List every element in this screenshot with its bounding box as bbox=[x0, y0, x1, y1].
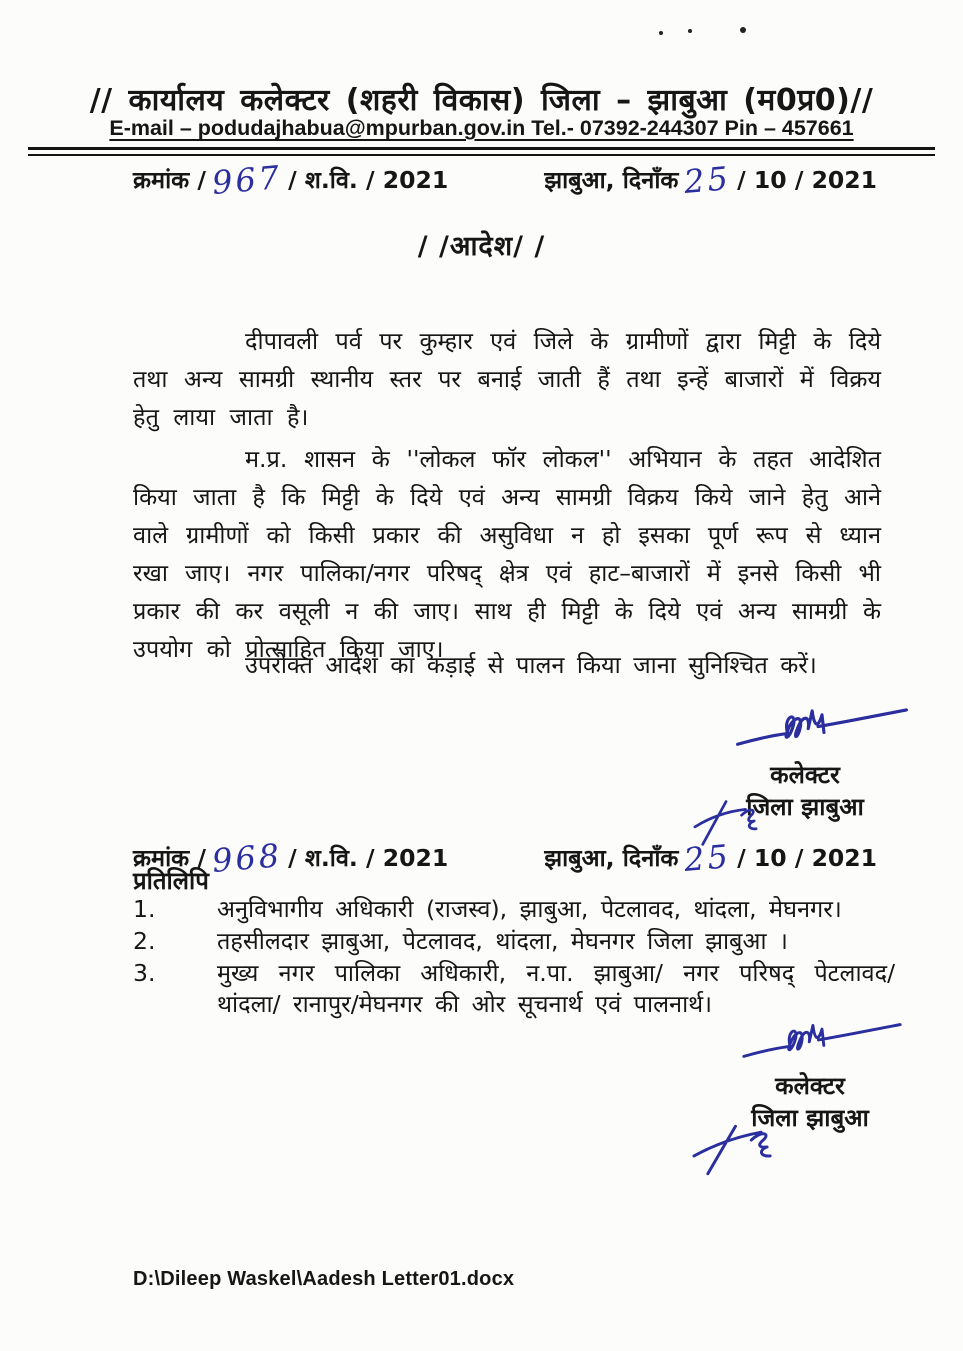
signature-block-2 bbox=[700, 1020, 920, 1134]
ref-number-prefix: क्रमांक / bbox=[133, 844, 206, 872]
office-contact-line: E-mail – podudajhabua@mpurban.gov.in Tel.- 07392-244307 Pin – 457661 bbox=[109, 116, 854, 140]
scan-speck bbox=[688, 29, 692, 33]
signatory-designation: कलेक्टर bbox=[770, 761, 840, 789]
copy-to-list bbox=[133, 894, 895, 1021]
ref-date-suffix: / 10 / 2021 bbox=[737, 166, 877, 194]
body-paragraph-2: म.प्र. शासन के ''लोकल फॉर लोकल'' अभियान के तहत आदेशित किया जाता है कि मिट्टी के दिये एवं अन्य सामग्री विक्रय किये जाने हेतु आने वाले ग्रामीणों को किसी प्रकार की असुविधा न हो इसका पूर्ण रूप से ध्यान रखा जाए। नगर पालिका/नगर परिषद् क्षेत्र एवं हाट–बाजारों में इनसे किसी भी प्रकार की कर वसूली न की जाए। साथ ही मिट्टी के दिये एवं अन्य सामग्री के उपयोग को प्रोत्साहित किया जाए। bbox=[133, 445, 881, 663]
office-letterhead-title: // कार्यालय कलेक्टर (शहरी विकास) जिला – झाबुआ (म0प्र0)// bbox=[89, 83, 874, 118]
reference-row-bottom bbox=[133, 836, 877, 880]
list-item-text: अनुविभागीय अधिकारी (राजस्व), झाबुआ, पेटलावद, थांदला, मेघनगर। bbox=[217, 895, 842, 923]
ref-number-prefix: क्रमांक / bbox=[133, 166, 206, 194]
ref-place-date-prefix: झाबुआ, दिनाँक bbox=[544, 166, 679, 194]
reference-row-top bbox=[133, 158, 877, 202]
document-file-path: D:\Dileep Waskel\Aadesh Letter01.docx bbox=[133, 1268, 515, 1290]
ref-date-handwritten: 25 bbox=[682, 159, 733, 201]
signature-block-1 bbox=[695, 705, 915, 823]
order-title: / /आदेश/ / bbox=[417, 231, 546, 262]
closing-instruction: उपरोक्त आदेश का कड़ाई से पालन किया जाना सुनिश्चित करें। bbox=[245, 651, 817, 679]
ref-date-handwritten: 25 bbox=[682, 837, 733, 879]
body-paragraph-1: दीपावली पर्व पर कुम्हार एवं जिले के ग्रामीणों द्वारा मिट्टी के दिये तथा अन्य सामग्री स्थानीय स्तर पर बनाई जाती हैं तथा इन्हें बाजारों में विक्रय हेतु लाया जाता है। bbox=[133, 327, 881, 431]
list-item bbox=[133, 926, 895, 957]
collector-signature-icon bbox=[738, 1020, 906, 1070]
list-item-text: तहसीलदार झाबुआ, पेटलावद, थांदला, मेघनगर जिला झाबुआ । bbox=[217, 927, 788, 955]
copy-to-heading: प्रतिलिपि bbox=[133, 867, 209, 895]
ref-number-suffix: / श.वि. / 2021 bbox=[288, 166, 449, 194]
list-item-number: 1. bbox=[133, 895, 156, 923]
ref-date-suffix: / 10 / 2021 bbox=[737, 844, 877, 872]
list-item bbox=[133, 958, 895, 1020]
ref-number-suffix: / श.वि. / 2021 bbox=[288, 844, 449, 872]
ref-date-bottom bbox=[544, 836, 877, 879]
ref-number-handwritten: 967 bbox=[210, 158, 284, 202]
scan-speck bbox=[740, 27, 746, 33]
signatory-designation: कलेक्टर bbox=[775, 1072, 845, 1100]
letterhead-divider bbox=[28, 147, 935, 156]
signatory-district: जिला झाबुआ bbox=[751, 1104, 869, 1132]
ref-number-handwritten: 968 bbox=[210, 836, 284, 880]
list-item-text: मुख्य नगर पालिका अधिकारी, न.पा. झाबुआ/ नगर परिषद् पेटलावद/ थांदला/ रानापुर/मेघनगर की ओर सूचनार्थ एवं पालनार्थ। bbox=[217, 959, 895, 1018]
list-item-number: 2. bbox=[133, 927, 156, 955]
ref-place-date-prefix: झाबुआ, दिनाँक bbox=[544, 844, 679, 872]
ref-number-top bbox=[133, 158, 449, 202]
signatory-district: जिला झाबुआ bbox=[746, 793, 864, 821]
ref-date-top bbox=[544, 158, 877, 201]
collector-signature-icon bbox=[733, 705, 911, 759]
scan-speck bbox=[659, 31, 663, 35]
list-item-number: 3. bbox=[133, 959, 156, 987]
handwritten-initial-icon bbox=[692, 1122, 776, 1177]
list-item bbox=[133, 894, 895, 925]
